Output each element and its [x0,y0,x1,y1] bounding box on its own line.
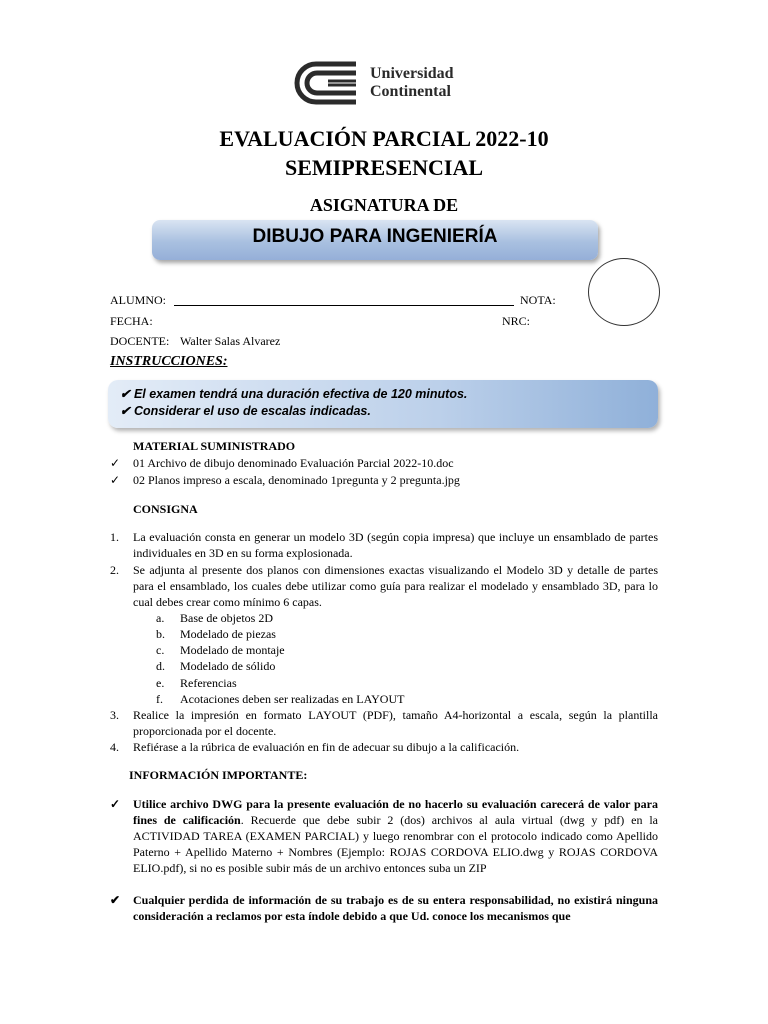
list-number: 2. [110,563,119,577]
instruction-item: ✔ El examen tendrá una duración efectiva de 120 minutos. [120,387,468,401]
consigna-heading: CONSIGNA [133,502,198,516]
consigna-item: La evaluación consta en generar un modelo 3D (según copia impresa) que incluye un ensamblado de partes individuales en 3D en su forma explosionada. [133,530,658,560]
docente-value: Walter Salas Alvarez [180,334,281,348]
sub-item: Referencias [180,676,237,690]
check-icon: ✓ [110,456,121,470]
university-logo [294,60,474,106]
list-number: 4. [110,740,119,754]
important-paragraph-1 [133,796,658,876]
important-bold-text: Utilice archivo DWG para la presente evaluación de no hacerlo su evaluación carecerá de valor para fines de calificación [133,797,658,827]
nota-label: NOTA: [520,293,556,307]
subject-name: DIBUJO PARA INGENIERÍA [252,226,498,247]
important-heading: INFORMACIÓN IMPORTANTE: [129,768,308,782]
consigna-item: Se adjunta al presente dos planos con dimensiones exactas visualizando el Modelo 3D y detalle de partes para el ensamblado, los cuales debe utilizar como guía para realizar el modelado y ensamblado 3D, para lo cual debes crear como mínimo 6 capas. [133,563,658,609]
material-item: 01 Archivo de dibujo denominado Evaluación Parcial 2022-10.doc [133,456,454,470]
subject-heading: ASIGNATURA DE [309,195,459,215]
sub-item: Modelado de piezas [180,627,276,641]
consigna-item: Refiérase a la rúbrica de evaluación en fin de adecuar su dibujo a la calificación. [133,740,520,754]
sub-letter: c. [156,643,165,657]
list-number: 3. [110,708,119,722]
check-icon: ✔ [110,893,121,907]
logo-line-2: Continental [370,83,451,100]
sub-item: Acotaciones deben ser realizadas en LAYOUT [180,692,405,706]
grade-circle [588,258,660,326]
check-icon: ✓ [110,473,121,487]
list-number: 1. [110,530,119,544]
sub-letter: f. [156,692,163,706]
material-heading: MATERIAL SUMINISTRADO [133,439,296,453]
instructions-heading: INSTRUCCIONES: [110,354,228,369]
sub-letter: e. [156,676,165,690]
logo-text [370,65,454,101]
instruction-item: ✔ Considerar el uso de escalas indicadas. [120,404,371,418]
fecha-label: FECHA: [110,314,153,328]
important-rest-text: . Recuerde que debe subir 2 (dos) archivos al aula virtual (dwg y pdf) en la ACTIVIDAD TAREA (EXAMEN PARCIAL) y luego renombrar con el protocolo indicado como Apellido Paterno + Apellido Materno + Nombres (Ejemplo: ROJAS CORDOVA ELIO.dwg y ROJAS CORDOVA ELIO.pdf), si no es posible subir más de un archivo entonces suba un ZIP [133,813,658,875]
sub-item: Base de objetos 2D [180,611,273,625]
nrc-label: NRC: [502,314,531,328]
sub-letter: d. [156,659,165,673]
docente-label: DOCENTE: [110,334,170,348]
sub-letter: b. [156,627,165,641]
material-item: 02 Planos impreso a escala, denominado 1pregunta y 2 pregunta.jpg [133,473,460,487]
alumno-line[interactable] [174,305,514,306]
sub-item: Modelado de montaje [180,643,285,657]
logo-line-1: Universidad [370,65,454,82]
important-paragraph-2: Cualquier perdida de información de su trabajo es de su entera responsabilidad, no existirá ninguna consideración a reclamos por esta índole debido a que Ud. conoce los mecanismos que [133,893,658,923]
continental-logo-icon [294,60,362,106]
exam-modality: SEMIPRESENCIAL [284,155,484,180]
alumno-label: ALUMNO: [110,293,166,307]
exam-title: EVALUACIÓN PARCIAL 2022-10 [219,126,549,151]
consigna-item: Realice la impresión en formato LAYOUT (PDF), tamaño A4-horizontal a escala, según la plantilla proporcionada por el docente. [133,708,658,738]
sub-letter: a. [156,611,165,625]
subject-banner [152,220,598,260]
instructions-box [108,380,658,428]
sub-item: Modelado de sólido [180,659,276,673]
check-icon: ✓ [110,797,121,811]
